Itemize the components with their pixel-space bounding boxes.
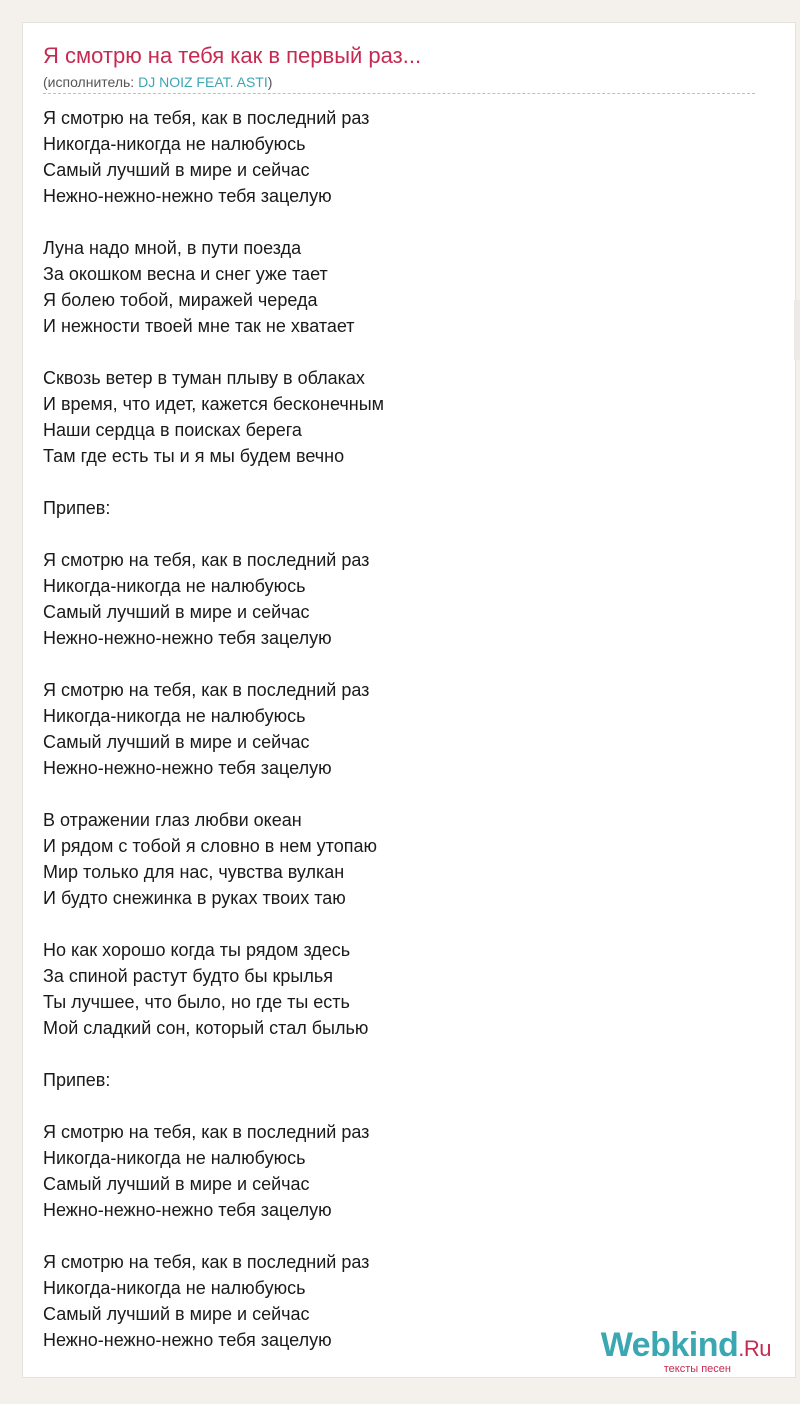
lyric-line: За спиной растут будто бы крылья [43, 966, 333, 986]
logo-tagline: тексты песен [663, 1363, 731, 1375]
lyrics-card [22, 22, 796, 1378]
lyric-line: Наши сердца в поисках берега [43, 420, 302, 440]
lyric-line: Самый лучший в мире и сейчас [43, 1304, 310, 1324]
lyric-line: Но как хорошо когда ты рядом здесь [43, 940, 351, 960]
lyric-line: Луна надо мной, в пути поезда [43, 238, 302, 258]
lyric-line: И нежности твоей мне так не хватает [43, 316, 355, 336]
lyric-line: Никогда-никогда не налюбуюсь [43, 1278, 306, 1298]
lyric-line: Никогда-никогда не налюбуюсь [43, 706, 306, 726]
lyric-stanza [43, 1067, 384, 1093]
lyric-line: Припев: [43, 498, 111, 518]
lyrics-body [43, 105, 384, 1379]
logo-suffix: .Ru [738, 1336, 771, 1361]
lyric-line: Я болею тобой, миражей череда [43, 290, 318, 310]
lyric-line: В отражении глаз любви океан [43, 810, 302, 830]
site-logo[interactable] [601, 1327, 771, 1375]
song-title: Я смотрю на тебя как в первый раз... [43, 43, 422, 68]
lyric-stanza [43, 105, 384, 209]
lyric-line: Самый лучший в мире и сейчас [43, 1174, 310, 1194]
lyric-line: Я смотрю на тебя, как в последний раз [43, 680, 370, 700]
lyric-line: Сквозь ветер в туман плыву в облаках [43, 368, 365, 388]
lyric-line: Самый лучший в мире и сейчас [43, 732, 310, 752]
lyric-line: Самый лучший в мире и сейчас [43, 602, 310, 622]
lyric-line: Я смотрю на тебя, как в последний раз [43, 108, 370, 128]
lyric-stanza [43, 937, 384, 1041]
lyric-stanza [43, 235, 384, 339]
lyric-line: Там где есть ты и я мы будем вечно [43, 446, 345, 466]
lyric-line: Мир только для нас, чувства вулкан [43, 862, 345, 882]
lyric-line: Я смотрю на тебя, как в последний раз [43, 1122, 370, 1142]
lyric-stanza [43, 1249, 384, 1353]
logo-wordmark [601, 1327, 771, 1367]
logo-name: Webkind [600, 1326, 739, 1364]
lyric-line: Никогда-никогда не налюбуюсь [43, 1148, 306, 1168]
lyric-stanza [43, 495, 384, 521]
artist-suffix: ) [267, 74, 273, 90]
artist-prefix: (исполнитель: [43, 74, 139, 90]
lyric-line: Никогда-никогда не налюбуюсь [43, 134, 306, 154]
artist-link[interactable]: DJ NOIZ FEAT. ASTI [138, 74, 268, 90]
lyric-line: Припев: [43, 1070, 111, 1090]
lyric-line: И время, что идет, кажется бесконечным [43, 394, 385, 414]
lyric-line: Мой сладкий сон, который стал былью [43, 1018, 369, 1038]
lyric-stanza [43, 365, 384, 469]
lyric-line: Нежно-нежно-нежно тебя зацелую [43, 758, 332, 778]
scroll-gutter [794, 300, 800, 360]
lyric-line: Нежно-нежно-нежно тебя зацелую [43, 628, 332, 648]
lyric-line: Ты лучшее, что было, но где ты есть [43, 992, 350, 1012]
lyric-line: Я смотрю на тебя, как в последний раз [43, 1252, 370, 1272]
artist-line [43, 74, 272, 90]
lyric-stanza [43, 807, 384, 911]
lyric-line: Я смотрю на тебя, как в последний раз [43, 550, 370, 570]
lyric-line: И рядом с тобой я словно в нем утопаю [43, 836, 377, 856]
lyric-stanza [43, 547, 384, 651]
lyric-line: За окошком весна и снег уже тает [43, 264, 328, 284]
lyric-line: Нежно-нежно-нежно тебя зацелую [43, 186, 332, 206]
lyric-stanza [43, 677, 384, 781]
title-divider [43, 93, 755, 94]
lyric-line: Нежно-нежно-нежно тебя зацелую [43, 1200, 332, 1220]
lyric-line: И будто снежинка в руках твоих таю [43, 888, 346, 908]
lyric-line: Никогда-никогда не налюбуюсь [43, 576, 306, 596]
lyric-stanza [43, 1119, 384, 1223]
lyric-line: Самый лучший в мире и сейчас [43, 160, 310, 180]
lyric-line: Нежно-нежно-нежно тебя зацелую [43, 1330, 332, 1350]
